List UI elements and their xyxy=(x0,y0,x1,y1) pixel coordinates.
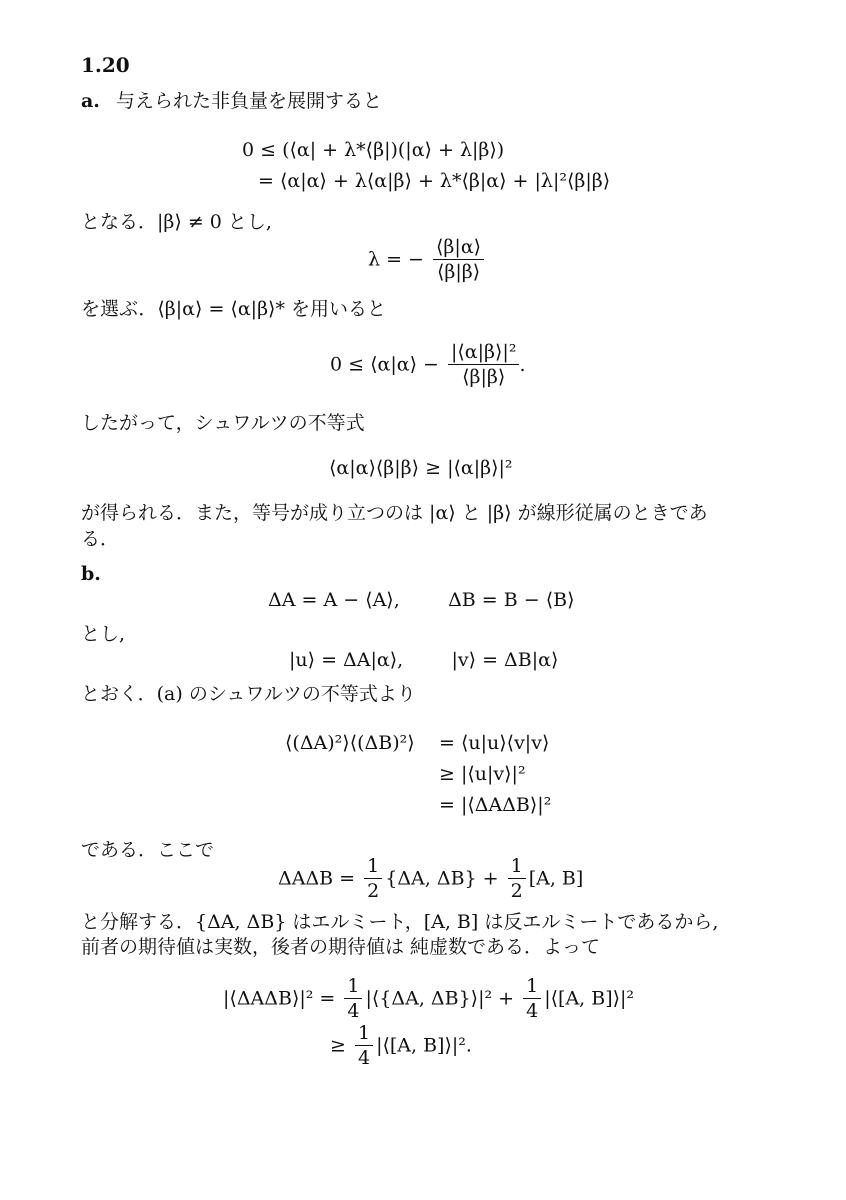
part-a-text5-line1: が得られる．また，等号が成り立つのは |α⟩ と |β⟩ が線形従属のときであ xyxy=(81,502,708,524)
part-a-text2: となる．|β⟩ ≠ 0 とし, xyxy=(81,211,272,233)
eq5-term1: |⟨{ΔA, ΔB}⟩|² + xyxy=(365,987,515,1010)
part-b-eq4 xyxy=(278,855,583,902)
part-a-text4: したがって，シュワルツの不等式 xyxy=(81,412,365,434)
eq4-term2: [A, B] xyxy=(528,867,584,890)
half-denominator: 2 xyxy=(367,880,380,902)
part-b-text2: とおく．(a) のシュワルツの不等式より xyxy=(81,683,416,705)
eq5-term2: |⟨[A, B]⟩|² xyxy=(544,987,635,1010)
quarter-numerator: 1 xyxy=(355,1022,373,1046)
eq4-half-fraction-2 xyxy=(508,855,526,902)
part-b-eq3-r1: = ⟨u|u⟩⟨v|v⟩ xyxy=(439,732,550,754)
part-b-text1: とし, xyxy=(81,623,126,645)
eq3-period: . xyxy=(519,353,526,376)
eq3-denominator: ⟨β|β⟩ xyxy=(462,366,506,388)
part-b-eq2: |u⟩ = ΔA|α⟩, |v⟩ = ΔB|α⟩ xyxy=(289,649,559,671)
part-a-intro: 与えられた非負量を展開すると xyxy=(115,90,382,112)
eq4-lhs: ΔAΔB = xyxy=(278,867,356,890)
quarter-numerator: 1 xyxy=(344,975,362,999)
eq4-term1: {ΔA, ΔB} + xyxy=(385,867,499,890)
problem-number: 1.20 xyxy=(81,53,130,77)
part-a-intro-line xyxy=(81,89,382,113)
part-b-text4-line2: 前者の期待値は実数，後者の期待値は 純虚数である．よって xyxy=(81,936,601,958)
eq5-quarter-fraction-3 xyxy=(355,1022,373,1069)
eq5-quarter-fraction-2 xyxy=(523,975,541,1022)
part-b-eq5-line2 xyxy=(330,1022,472,1069)
eq3-numerator: |⟨α|β⟩|² xyxy=(448,341,519,365)
eq3-fraction xyxy=(448,341,519,388)
part-a-eq3 xyxy=(330,341,526,388)
eq5-quarter-fraction-1 xyxy=(344,975,362,1022)
half-numerator: 1 xyxy=(364,855,382,879)
part-b-text3: である．ここで xyxy=(81,839,215,861)
part-b-text4-line1: と分解する．{ΔA, ΔB} はエルミート，[A, B] は反エルミートであるから, xyxy=(81,911,719,933)
half-denominator: 2 xyxy=(510,880,523,902)
quarter-denominator: 4 xyxy=(526,1000,539,1022)
part-a-eq2 xyxy=(368,236,487,283)
part-a-eq1-line1: 0 ≤ (⟨α| + λ*⟨β|)(|α⟩ + λ|β⟩) xyxy=(242,139,505,161)
part-a-text5-line2: る． xyxy=(81,528,120,550)
part-a-label: a. xyxy=(81,90,100,112)
part-b-label: b. xyxy=(81,563,101,585)
eq2-lhs: λ = − xyxy=(368,248,424,271)
quarter-denominator: 4 xyxy=(357,1047,371,1069)
eq2-numerator: ⟨β|α⟩ xyxy=(433,236,484,260)
eq4-half-fraction-1 xyxy=(364,855,382,902)
quarter-numerator: 1 xyxy=(523,975,541,999)
eq5-lhs: |⟨ΔAΔB⟩|² = xyxy=(223,987,336,1010)
eq2-fraction xyxy=(433,236,484,283)
part-a-eq1-line2: = ⟨α|α⟩ + λ⟨α|β⟩ + λ*⟨β|α⟩ + |λ|²⟨β|β⟩ xyxy=(258,170,611,192)
eq5-r2-term: |⟨[A, B]⟩|². xyxy=(376,1034,472,1057)
part-b-eq5-line1 xyxy=(223,975,634,1022)
half-numerator: 1 xyxy=(508,855,526,879)
eq5-r2-lhs: ≥ xyxy=(330,1034,346,1057)
eq3-lhs: 0 ≤ ⟨α|α⟩ − xyxy=(330,353,439,376)
part-b-eq3-r3: = |⟨ΔAΔB⟩|² xyxy=(439,794,552,816)
part-a-text3: を選ぶ．⟨β|α⟩ = ⟨α|β⟩* を用いると xyxy=(81,298,387,320)
part-b-eq3-lhs: ⟨(ΔA)²⟩⟨(ΔB)²⟩ xyxy=(285,732,415,754)
part-a-eq4: ⟨α|α⟩⟨β|β⟩ ≥ |⟨α|β⟩|² xyxy=(329,457,513,479)
part-b-eq3-r2: ≥ |⟨u|v⟩|² xyxy=(439,763,526,785)
quarter-denominator: 4 xyxy=(347,1000,360,1022)
part-b-eq1: ΔA = A − ⟨A⟩, ΔB = B − ⟨B⟩ xyxy=(268,589,575,611)
eq2-denominator: ⟨β|β⟩ xyxy=(436,261,481,283)
